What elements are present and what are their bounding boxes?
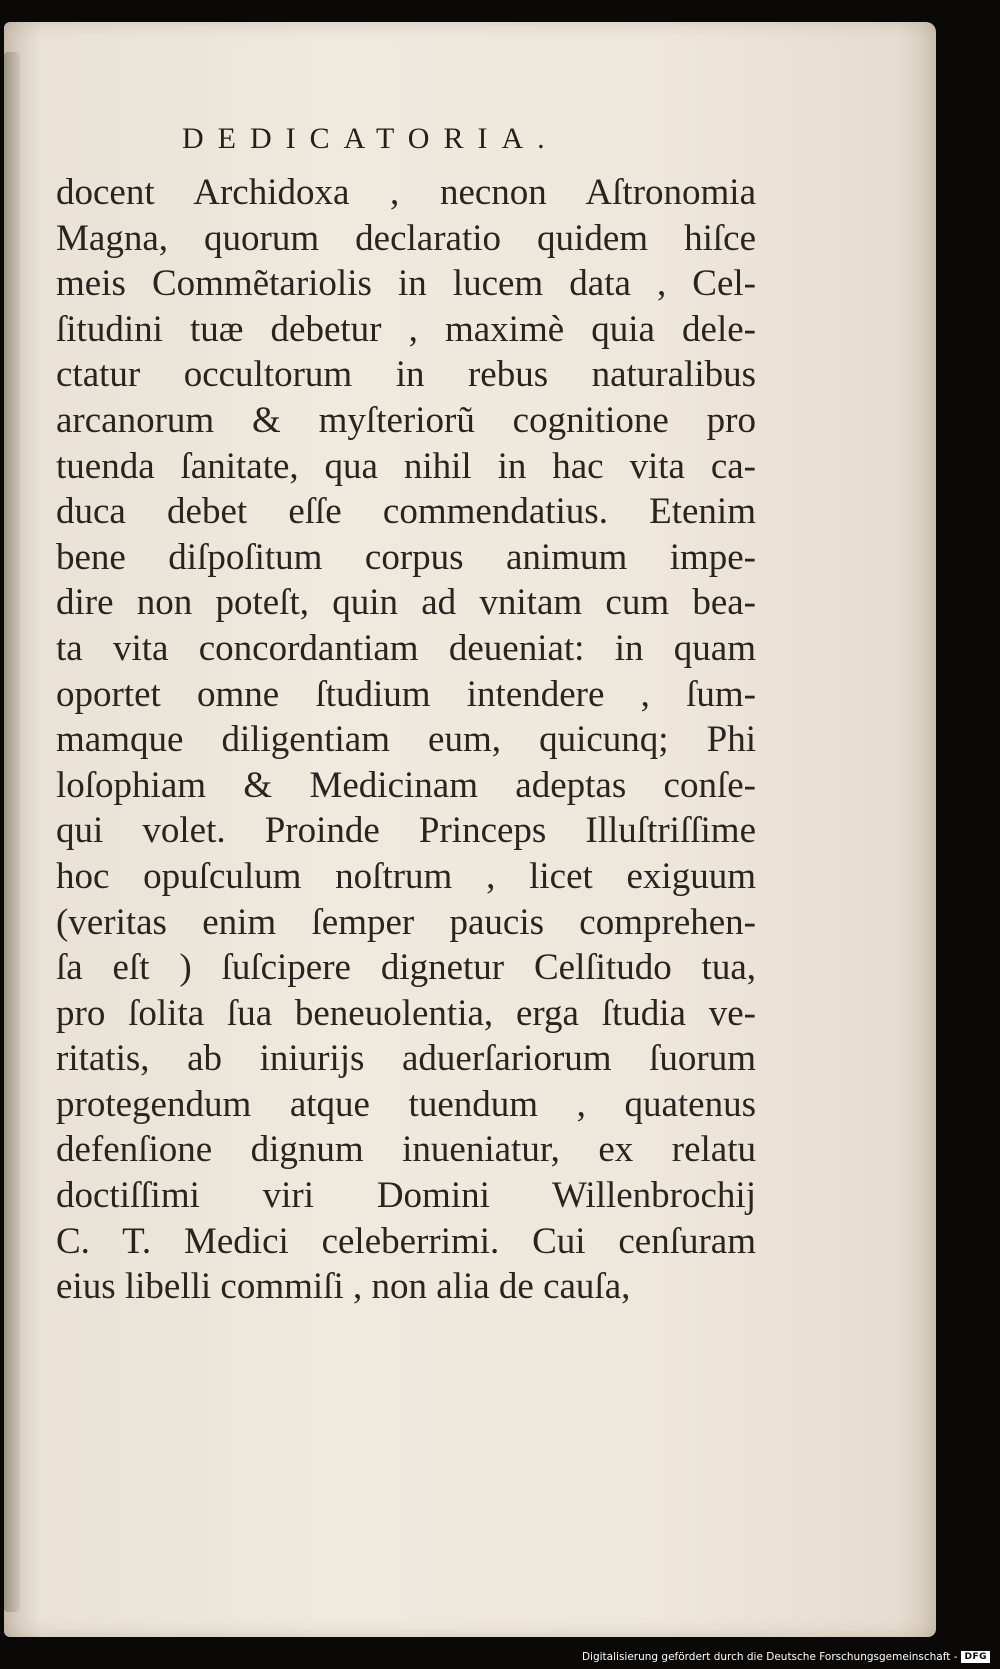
text-line: pro ſolita ſua beneuolentia, erga ſtudia ve- <box>56 992 756 1034</box>
text-line: mamque diligentiam eum, quicunq; Phi <box>56 719 756 761</box>
text-line: dire non poteſt, quin ad vnitam cum bea- <box>56 582 756 624</box>
digitization-credit <box>582 1651 990 1663</box>
text-line: meis Commẽtariolis in lucem data , Cel- <box>56 263 756 305</box>
text-line: hoc opuſculum noſtrum , licet exiguum <box>56 855 756 897</box>
text-line: eius libelli commiſi , non alia de cauſa, <box>56 1266 631 1308</box>
text-line: ritatis, ab iniurijs aduerſariorum ſuorum <box>56 1038 756 1080</box>
page-binding-edge <box>4 52 20 1612</box>
text-line: (veritas enim ſemper paucis comprehen- <box>56 901 756 943</box>
text-line: ctatur occultorum in rebus naturalibus <box>56 354 756 396</box>
text-line: ſitudini tuæ debetur , maximè quia dele- <box>56 308 756 350</box>
text-line: duca debet eſſe commendatius. Etenim <box>56 491 756 533</box>
text-line: arcanorum & myſteriorũ cognitione pro <box>56 399 756 441</box>
text-line: ſa eſt ) ſuſcipere dignetur Celſitudo tua, <box>56 947 756 989</box>
text-line: loſophiam & Medicinam adeptas conſe- <box>56 764 756 806</box>
text-line: doctiſſimi viri Domini Willenbrochij <box>56 1175 756 1217</box>
text-line: Magna, quorum declaratio quidem hiſce <box>56 217 756 259</box>
dfg-logo: DFG <box>961 1651 990 1663</box>
book-page <box>4 22 936 1637</box>
page-body-text <box>56 170 756 1310</box>
text-line: C. T. Medici celeberrimi. Cui cenſuram <box>56 1220 756 1262</box>
credit-text: Digitalisierung gefördert durch die Deutsche Forschungsgemeinschaft - <box>581 1651 958 1663</box>
text-line: bene diſpoſitum corpus animum impe- <box>56 536 756 578</box>
running-head: DEDICATORIA. <box>182 122 559 155</box>
text-line: ta vita concordantiam deueniat: in quam <box>56 627 756 669</box>
text-line: defenſione dignum inueniatur, ex relatu <box>56 1129 756 1171</box>
text-line: tuenda ſanitate, qua nihil in hac vita ca- <box>56 445 756 487</box>
text-line: protegendum atque tuendum , quatenus <box>56 1083 756 1125</box>
text-line: qui volet. Proinde Princeps Illuſtriſſime <box>56 810 756 852</box>
text-line: oportet omne ſtudium intendere , ſum- <box>56 673 756 715</box>
text-line: docent Archidoxa , necnon Aſtronomia <box>56 172 756 213</box>
